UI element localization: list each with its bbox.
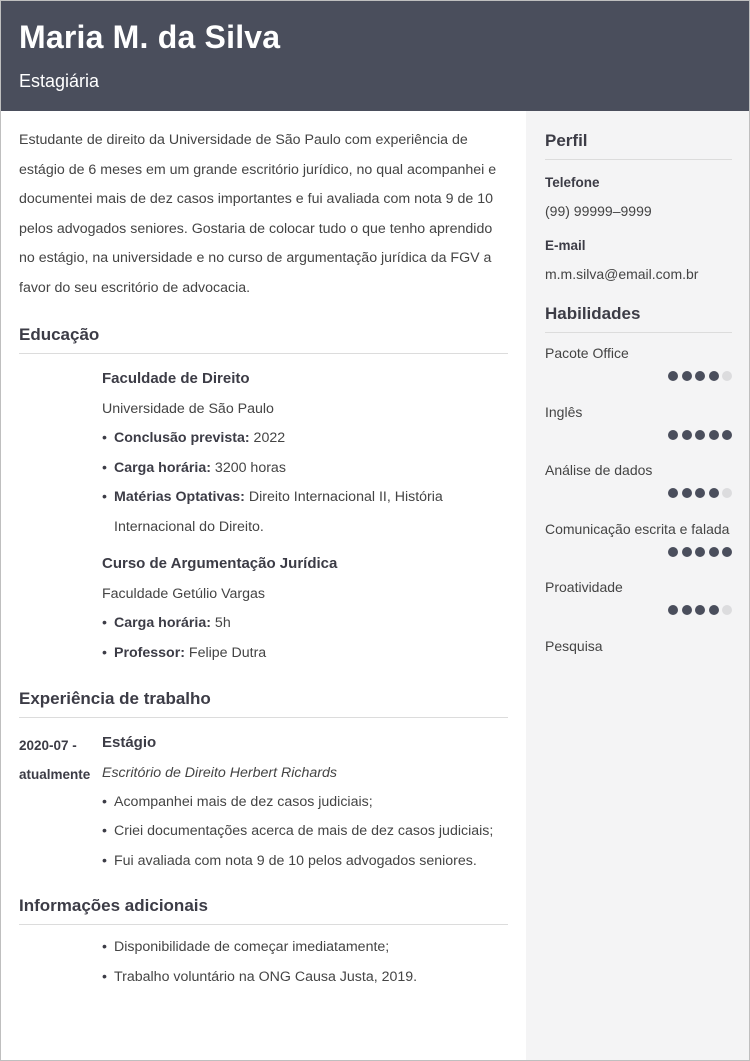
rating-dot-empty bbox=[722, 488, 732, 498]
rating-dot-filled bbox=[668, 488, 678, 498]
list-item bbox=[102, 424, 508, 454]
skill-name: Inglês bbox=[545, 403, 583, 420]
profile-title: Perfil bbox=[545, 131, 732, 160]
rating-dot-filled bbox=[695, 488, 705, 498]
rating-dot-filled bbox=[682, 371, 692, 381]
detail-value: Direito Internacional II, História Internacional do Direito. bbox=[114, 489, 443, 535]
skill-item bbox=[545, 404, 732, 463]
skill-name: Comunicação escrita e falada bbox=[545, 520, 730, 537]
rating-dot-filled bbox=[682, 430, 692, 440]
experience-title: Experiência de trabalho bbox=[19, 689, 508, 718]
education-details bbox=[102, 424, 508, 542]
rating-dot-filled bbox=[709, 605, 719, 615]
skill-rating bbox=[668, 488, 732, 498]
resume-header bbox=[1, 1, 749, 111]
skill-name: Pacote Office bbox=[545, 345, 629, 361]
rating-dot-filled bbox=[709, 430, 719, 440]
detail-value: 3200 horas bbox=[210, 459, 286, 476]
list-item: • Trabalho voluntário na ONG Causa Justa, 2019. bbox=[102, 963, 508, 993]
phone-value: (99) 99999–9999 bbox=[545, 203, 652, 219]
summary-text: Estudante de direito da Universidade de São Paulo com experiência de estágio de 6 meses em um grande escritório jurídico, no qual acompanhei e documentei mais de dez casos importantes e fui avaliada com nota 9 de 10 pelos advogados seniores. Gostaria de colocar tudo o que tenho aprendido no estágio, na universidade e no curso de argumentação jurídica da FGV a favor do seu escritório de advocacia. bbox=[19, 132, 497, 296]
skill-rating bbox=[668, 547, 732, 557]
main-column bbox=[19, 111, 508, 993]
rating-dot-filled bbox=[668, 547, 678, 557]
candidate-name: Maria M. da Silva bbox=[19, 19, 281, 55]
skill-item bbox=[545, 521, 732, 580]
detail-value: 2022 bbox=[249, 430, 286, 446]
skill-name: Análise de dados bbox=[545, 462, 653, 478]
rating-dot-filled bbox=[695, 547, 705, 557]
skill-rating bbox=[668, 371, 732, 381]
skill-rating bbox=[668, 430, 732, 440]
skill-item bbox=[545, 462, 732, 521]
education-institution: Universidade de São Paulo bbox=[102, 401, 274, 417]
list-item: • Fui avaliada com nota 9 de 10 pelos advogados seniores. bbox=[102, 847, 508, 877]
email-label: E-mail bbox=[545, 238, 586, 253]
skill-name: Pesquisa bbox=[545, 637, 603, 654]
detail-label: Carga horária: bbox=[114, 615, 211, 632]
rating-dot-filled bbox=[668, 430, 678, 440]
education-entry-title: Curso de Argumentação Jurídica bbox=[102, 555, 338, 573]
experience-entry bbox=[19, 731, 508, 877]
sidebar bbox=[526, 111, 749, 1060]
rating-dot-filled bbox=[709, 547, 719, 557]
skill-item bbox=[545, 579, 732, 638]
list-item bbox=[102, 454, 508, 484]
rating-dot-empty bbox=[722, 371, 732, 381]
email-value: m.m.silva@email.com.br bbox=[545, 266, 699, 282]
rating-dot-filled bbox=[682, 488, 692, 498]
education-entry bbox=[102, 367, 508, 542]
rating-dot-filled bbox=[668, 605, 678, 615]
detail-value: Felipe Dutra bbox=[184, 644, 267, 661]
rating-dot-filled bbox=[695, 430, 705, 440]
skills-list bbox=[545, 345, 732, 696]
rating-dot-filled bbox=[709, 488, 719, 498]
detail-label: Matérias Optativas: bbox=[114, 489, 245, 506]
job-title: Estágio bbox=[102, 733, 157, 751]
education-entry-title: Faculdade de Direito bbox=[102, 370, 250, 387]
list-item bbox=[102, 639, 508, 669]
candidate-role: Estagiária bbox=[19, 71, 100, 91]
detail-value: 5h bbox=[210, 615, 231, 632]
skill-item bbox=[545, 345, 732, 404]
skill-rating bbox=[668, 605, 732, 615]
experience-date: 2020-07 - atualmente bbox=[19, 737, 91, 783]
additional-details bbox=[102, 933, 508, 992]
phone-label: Telefone bbox=[545, 175, 600, 190]
list-item bbox=[102, 483, 508, 542]
education-details bbox=[102, 609, 508, 668]
sidebar-content bbox=[545, 111, 732, 696]
education-title: Educação bbox=[19, 325, 508, 354]
list-item: • Acompanhei mais de dez casos judiciais; bbox=[102, 788, 508, 818]
rating-dot-filled bbox=[695, 371, 705, 381]
rating-dot-filled bbox=[695, 605, 705, 615]
list-item: • Criei documentações acerca de mais de dez casos judiciais; bbox=[102, 817, 508, 847]
rating-dot-filled bbox=[682, 547, 692, 557]
rating-dot-filled bbox=[682, 605, 692, 615]
detail-label: Conclusão prevista: bbox=[114, 430, 250, 446]
list-item: • Disponibilidade de começar imediatamente; bbox=[102, 933, 508, 963]
additional-title: Informações adicionais bbox=[19, 896, 508, 925]
rating-dot-filled bbox=[709, 371, 719, 381]
education-entry bbox=[102, 552, 508, 668]
additional-body bbox=[102, 933, 508, 992]
education-institution: Faculdade Getúlio Vargas bbox=[102, 586, 265, 603]
rating-dot-empty bbox=[722, 605, 732, 615]
experience-details bbox=[102, 788, 508, 877]
rating-dot-filled bbox=[722, 547, 732, 557]
company-name: Escritório de Direito Herbert Richards bbox=[102, 764, 337, 781]
skill-name: Proatividade bbox=[545, 579, 623, 595]
skill-item bbox=[545, 638, 732, 697]
rating-dot-filled bbox=[722, 430, 732, 440]
list-item bbox=[102, 609, 508, 639]
skills-title: Habilidades bbox=[545, 304, 732, 333]
detail-label: Professor: bbox=[114, 644, 185, 661]
experience-body bbox=[102, 731, 508, 877]
detail-label: Carga horária: bbox=[114, 459, 211, 476]
rating-dot-filled bbox=[668, 371, 678, 381]
